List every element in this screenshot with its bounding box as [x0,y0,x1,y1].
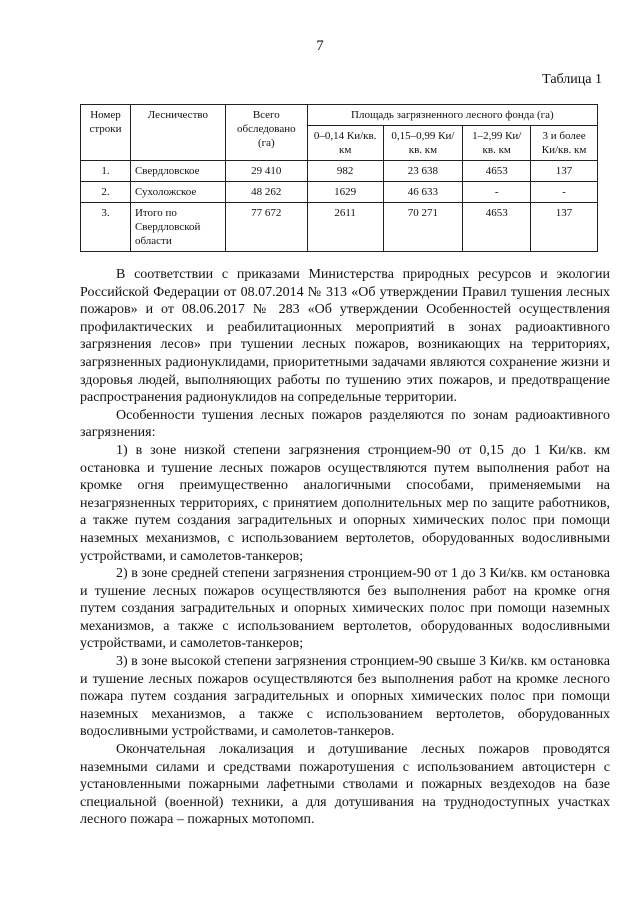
cell-total: 29 410 [225,161,307,182]
header-range-4: 3 и более Ки/кв. км [531,126,598,161]
table-row [81,182,598,203]
paragraph: В соответствии с приказами Министерства природных ресурсов и экологии Российской Федерации от 08.07.2014 № 313 «Об утверждении Правил тушения лесных пожаров» и от 08.06.2017 № 283 «Об утверждении Особенностей осуществления профилактических и реабилитационных мероприятий в зонах радиоактивного загрязнения лесов» при тушении лесных пожаров, возникающих на территориях, загрязненных радионуклидами, приоритетными задачами являются сохранение жизни и здоровья людей, выполняющих работы по тушению этих пожаров, и предотвращение распространения радионуклидов на сопредельные территории. [80,267,610,406]
table-header-row [81,105,598,126]
cell-range-2: 46 633 [383,182,463,203]
header-row-number: Номер строки [81,105,131,161]
cell-row-number: 3. [81,203,131,252]
cell-range-3: 4653 [463,203,531,252]
cell-range-1: 1629 [307,182,383,203]
header-range-1: 0–0,14 Ки/кв. км [307,126,383,161]
page-number: 7 [316,38,324,54]
header-total-surveyed: Всего обследовано (га) [225,105,307,161]
cell-forestry: Сухоложское [130,182,225,203]
cell-range-2: 70 271 [383,203,463,252]
cell-total: 48 262 [225,182,307,203]
paragraph: 3) в зоне высокой степени загрязнения стронцием-90 свыше 3 Ки/кв. км остановка и тушение лесных пожаров осуществляются без выполнения работ на кромке лесного пожара путем создания заградительных и опорных химических полос при помощи наземных механизмов, а также с использованием вертолетов, оборудованных водосливными устройствами, и самолетов-танкеров. [80,654,610,740]
table-row [81,161,598,182]
cell-range-1: 2611 [307,203,383,252]
cell-range-4: 137 [531,161,598,182]
table-caption: Таблица 1 [542,72,602,87]
cell-forestry: Итого по Свердловской области [130,203,225,252]
header-range-3: 1–2,99 Ки/кв. км [463,126,531,161]
cell-total: 77 672 [225,203,307,252]
table-row [81,203,598,252]
paragraph: Особенности тушения лесных пожаров разделяются по зонам радиоактивного загрязнения: [80,407,610,441]
paragraph: Окончательная локализация и дотушивание лесных пожаров проводятся наземными силами и средствами пожаротушения с использованием автоцистерн с установленными пожарными лафетными стволами и пожарных вездеходов на базе специальной (военной) техники, а для дотушивания на труднодоступных участках лесного пожара – пожарных мотопомп. [80,742,610,828]
cell-range-3: 4653 [463,161,531,182]
cell-range-1: 982 [307,161,383,182]
cell-range-4: 137 [531,203,598,252]
cell-row-number: 1. [81,161,131,182]
cell-range-2: 23 638 [383,161,463,182]
paragraph: 1) в зоне низкой степени загрязнения стронцием-90 от 0,15 до 1 Ки/кв. км остановка и тушение лесных пожаров осуществляются путем выполнения работ на кромке огня преимущественно аналогичными способами, применяемыми на незагрязненных территориях, с принятием дополнительных мер по защите работников, а также путем создания заградительных и опорных химических полос при помощи наземных механизмов, с использованием вертолетов, оборудованных водосливными устройствами, и самолетов-танкеров; [80,442,610,564]
cell-row-number: 2. [81,182,131,203]
cell-range-3: - [463,182,531,203]
paragraph: 2) в зоне средней степени загрязнения стронцием-90 от 1 до 3 Ки/кв. км остановка и тушение лесных пожаров осуществляются без выполнения работ на кромке огня путем создания заградительных и опорных химических полос при помощи наземных механизмов, а также с использованием вертолетов, оборудованных водосливными устройствами, и самолетов-танкеров; [80,566,610,652]
header-range-2: 0,15–0,99 Ки/кв. км [383,126,463,161]
contamination-table [80,104,598,252]
header-forestry: Лесничество [130,105,225,161]
header-contaminated-area: Площадь загрязненного лесного фонда (га) [307,105,597,126]
body-text [80,266,610,829]
cell-range-4: - [531,182,598,203]
cell-forestry: Свердловское [130,161,225,182]
